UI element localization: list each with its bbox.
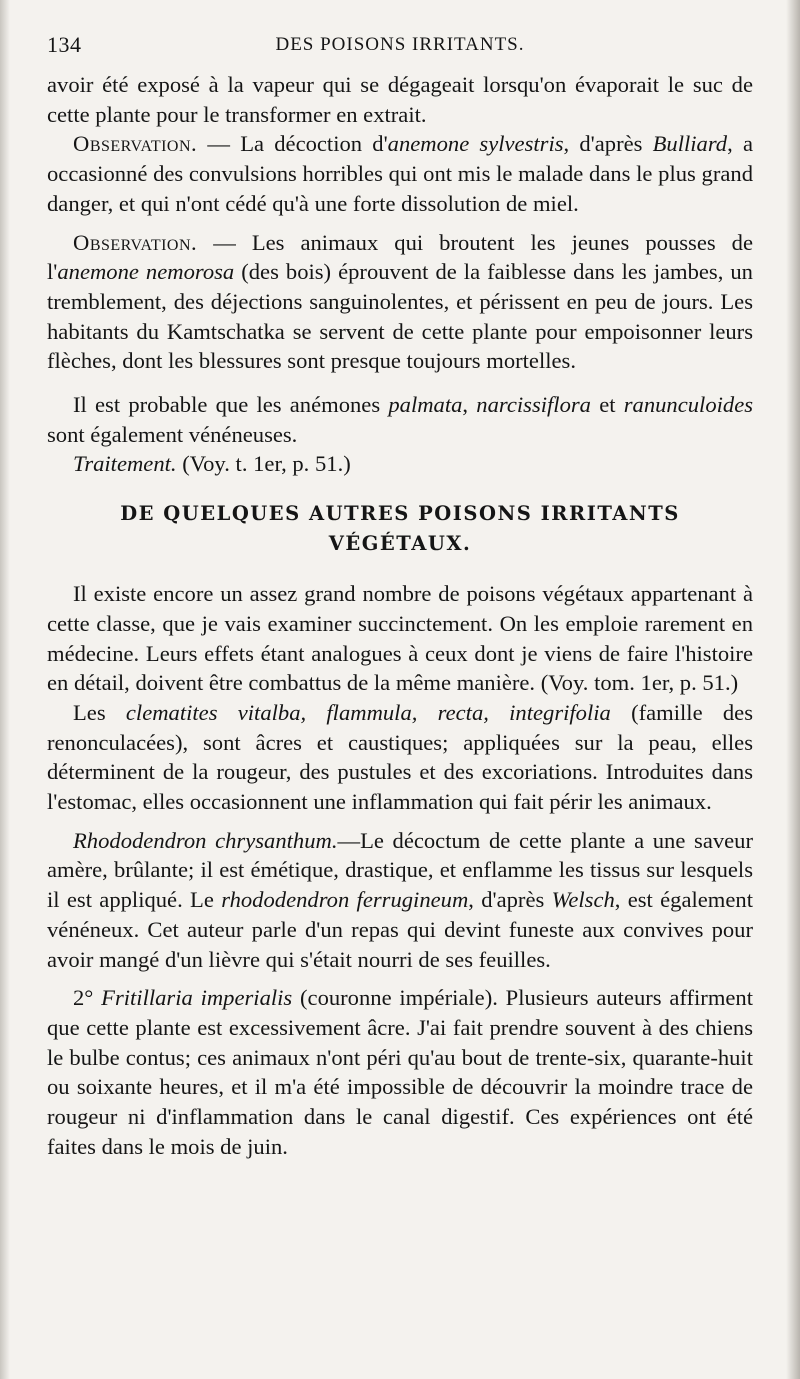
treatment-label: Traitement.: [73, 451, 177, 477]
page-number: 134: [47, 32, 82, 57]
plant-name: anemone sylvestris: [387, 131, 564, 157]
intro-paragraph: Il existe encore un assez grand nombre de poisons végétaux appartenant à cette classe, que je vais examiner succinctement. On les emploie rarement en médecine. Leurs effets étant analogues à ceux dont je viens de faire l'histoire en détail, doivent être combattus de la même manière. (Voy. tom. 1er, p. 51.): [47, 581, 753, 696]
species-name: clematites vitalba, flammula, recta, integrifolia: [125, 699, 611, 725]
observation-label: Observation.: [73, 229, 198, 255]
species-name: ranunculoides: [623, 392, 754, 418]
treatment-reference: (Voy. t. 1er, p. 51.): [176, 451, 351, 477]
paragraph-gap: [47, 817, 753, 826]
treatment-line: [47, 449, 753, 479]
page-edge-shadow-left: [0, 0, 10, 1379]
plant-name: rhododendron ferrugineum: [221, 887, 469, 913]
author-name: Welsch: [551, 887, 615, 913]
running-header: [47, 32, 753, 70]
section-gap: [47, 479, 753, 499]
section-gap: [47, 559, 753, 579]
fritillaria-paragraph: 2° Fritillaria imperialis (couronne impériale). Plusieurs auteurs affirment que cette plante est excessivement âcre. J'ai fait prendre souvent à des chiens le bulbe contus; ces animaux n'ont péri qu'au bout de trente-six, quarante-huit ou soixante heures, et il m'a été impossible de découvrir la moindre trace de rougeur ni d'inflammation dans le canal digestif. Ces expériences ont été faites dans le mois de juin.: [47, 985, 753, 1159]
species-name: palmata: [388, 392, 463, 418]
author-name: Bulliard: [652, 131, 728, 157]
plant-name: Fritillaria imperialis: [101, 985, 293, 1011]
page-edge-shadow-right: [786, 0, 800, 1379]
observation-anemone-nemorosa: Observation. — Les animaux qui broutent les jeunes pousses de l'anemone nemorosa (des bois) éprouvent de la faiblesse dans les jambes, un tremblement, des déjections sanguinolentes, et périssent en peu de jours. Les habitants du Kamtschatka se servent de cette plante pour empoisonner leurs flèches, dont les blessures sont presque toujours mortelles.: [47, 229, 753, 374]
section-title-line-2: VÉGÉTAUX.: [328, 532, 472, 556]
paragraph-gap: [47, 219, 753, 228]
section-title-line-1: DE QUELQUES AUTRES POISONS IRRITANTS: [120, 502, 680, 526]
clematites-paragraph: Les clematites vitalba, flammula, recta, integrifolia (famille des renonculacées), sont âcres et caustiques; appliquées sur la peau, elles déterminent de la rougeur, des pustules et des excoriations. Introduites dans l'estomac, elles occasionnent une inflammation qui fait périr les animaux.: [47, 699, 753, 815]
running-title: DES POISONS IRRITANTS.: [275, 34, 525, 55]
rhododendron-paragraph: Rhododendron chrysanthum.—Le décoctum de cette plante a une saveur amère, brûlante; il est émétique, drastique, et enflamme les tissus sur lesquels il est appliqué. Le rhododendron ferrugineum, d'après Welsch, est également vénéneux. Cet auteur parle d'un repas qui devint funeste aux convives pour avoir mangé d'un lièvre qui s'était nourri de ses feuilles.: [47, 827, 753, 972]
plant-name: Rhododendron chrysanthum.: [73, 827, 338, 853]
plant-name: anemone nemorosa: [57, 259, 235, 285]
observation-label: Observation.: [73, 131, 198, 157]
probable-paragraph: Il est probable que les anémones palmata, narcissiflora et ranunculoides sont également vénéneuses.: [47, 392, 754, 447]
text-block: [47, 32, 753, 1162]
observation-anemone-sylvestris: Observation. — La décoction d'anemone sylvestris, d'après Bulliard, a occasionné des convulsions horribles qui ont mis le malade dans le plus grand danger, et qui n'ont cédé qu'à une forte dissolution de miel.: [47, 131, 753, 216]
species-name: narcissiflora: [476, 392, 591, 418]
continuation-paragraph: avoir été exposé à la vapeur qui se dégageait lorsqu'on évaporait le suc de cette plante pour le transformer en extrait.: [47, 72, 753, 127]
paragraph-gap: [47, 974, 753, 983]
paragraph-gap: [47, 376, 753, 390]
